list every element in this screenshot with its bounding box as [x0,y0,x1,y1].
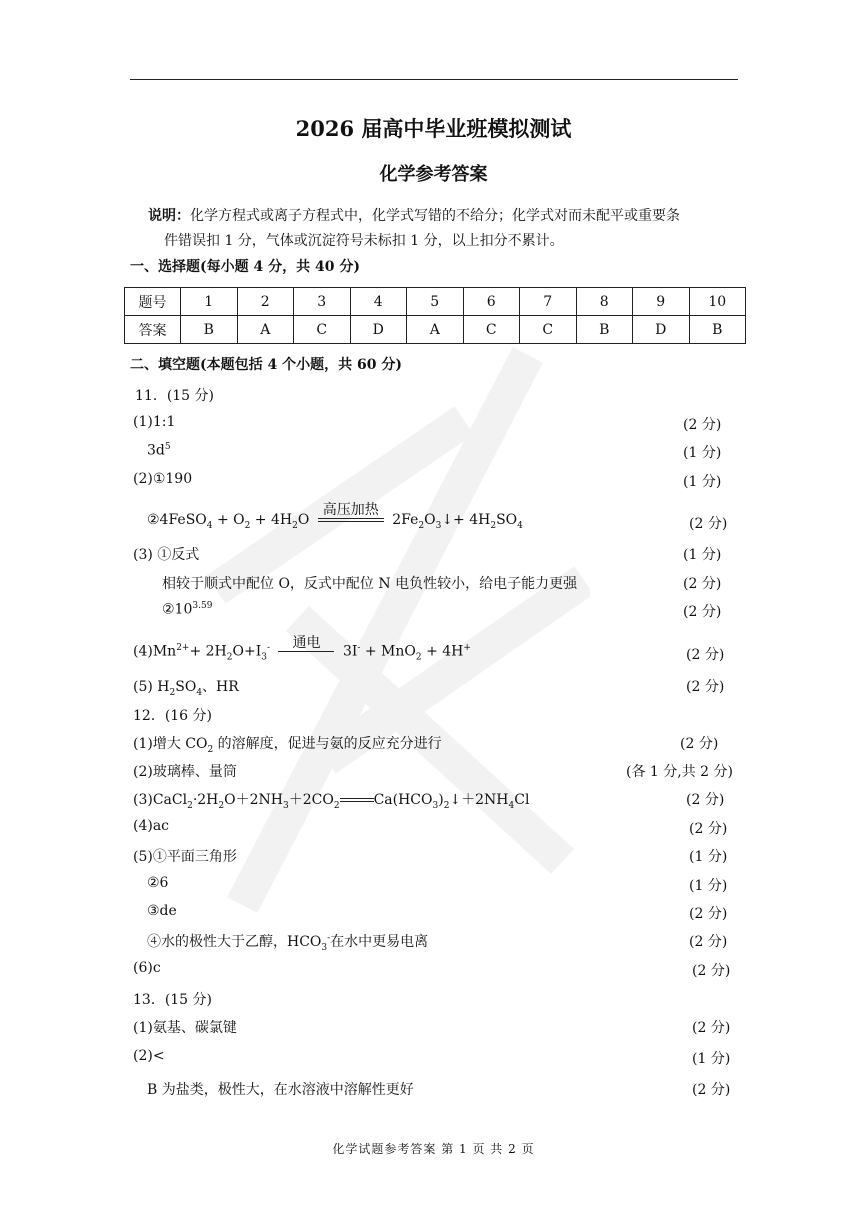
table-cell: 10 [689,288,746,316]
q11-line3-score: (1 分) [683,474,722,490]
q11-line2: $3d^5$ [147,442,171,459]
page-footer: 化学试题参考答案 第 1 页 共 2 页 [332,1142,535,1156]
q11-line5-score: (1 分) [683,547,722,563]
q11-title: 11．(15 分) [135,388,215,404]
table-cell: A [407,316,464,344]
note-label: 说明： [148,208,190,224]
q13-line1-score: (2 分) [692,1020,731,1036]
table-cell: 6 [463,288,520,316]
reaction-arrow: 通电 [278,651,334,652]
grading-note [148,204,748,254]
table-row [125,316,746,344]
q13-line3: B 为盐类，极性大，在水溶液中溶解性更好 [147,1082,414,1098]
q12-line2-score: (各 1 分,共 2 分) [626,764,733,780]
table-cell: C [520,316,577,344]
q11-line2-score: (1 分) [683,445,722,461]
q13-line1: (1)氨基、碳氯键 [133,1020,237,1036]
q11-line8-equation: $(4)Mn^{2+}+ 2H_2O+I_3^-$ 通电 3I- + MnO$_2$ + 4H+ [133,635,471,663]
q12-line9: (6)c [133,960,161,976]
table-cell: C [294,316,351,344]
table-cell: C [463,316,520,344]
q12-line1: (1)增大 $CO_2$ 的溶解度，促进与氨的反应充分进行 [133,736,442,755]
table-cell: 2 [237,288,294,316]
table-cell: 7 [520,288,577,316]
q13-line3-score: (2 分) [692,1082,731,1098]
note-line1: 化学方程式或离子方程式中，化学式写错的不给分；化学式对而未配平或重要条 [190,208,680,224]
table-cell: 9 [633,288,690,316]
q12-line1-score: (2 分) [680,736,719,752]
page-title: 2026 届高中毕业班模拟测试 [295,116,572,141]
watermark-logo [190,330,590,930]
q12-line9-score: (2 分) [692,963,731,979]
table-cell: D [350,316,407,344]
table-cell: B [689,316,746,344]
table-header-label: 答案 [125,316,181,344]
q11-line6-score: (2 分) [683,576,722,592]
table-cell: 5 [407,288,464,316]
note-line2: 件错误扣 1 分，气体或沉淀符号未标扣 1 分，以上扣分不累计。 [164,233,564,249]
section2-heading: 二、填空题(本题包括 4 个小题，共 60 分) [130,357,402,373]
q12-line7-score: (2 分) [689,906,728,922]
q12-line3-equation: $(3)CaCl_2\cdot 2H_2O+2NH_3+2CO_2$ $Ca(HCO_3)_2↓+2NH_4Cl$ [133,792,530,811]
q11-line8-score: (2 分) [686,647,725,663]
q13-line2-score: (1 分) [692,1051,731,1067]
q12-line3-score: (2 分) [686,792,725,808]
q12-line4-score: (2 分) [689,821,728,837]
equals-sign [340,798,374,802]
q13-line2: (2)< [133,1048,165,1064]
q12-line2: (2)玻璃棒、量筒 [133,764,237,780]
q11-line7-score: (2 分) [683,604,722,620]
q11-line5: (3) ①反式 [133,547,200,563]
q12-line6-score: (1 分) [689,878,728,894]
page-subtitle: 化学参考答案 [379,164,488,185]
table-cell: B [576,316,633,344]
q11-line1-score: (2 分) [683,417,722,433]
table-cell: 3 [294,288,351,316]
header-rule [130,79,738,80]
q12-line7: ③de [147,903,177,919]
answer-table [124,287,746,344]
q11-line3: (2)①190 [133,471,193,487]
q11-line7: $②10^{3.59}$ [162,601,213,618]
table-cell: A [237,316,294,344]
q12-line6: ②6 [147,875,169,891]
table-header-label: 题号 [125,288,181,316]
q11-line1: (1)1:1 [133,414,176,430]
q11-line9: (5) $H_2SO_4$、HR [133,679,239,698]
table-cell: B [181,316,238,344]
table-cell: D [633,316,690,344]
q13-title: 13．(15 分) [133,992,213,1008]
table-cell: 1 [181,288,238,316]
table-cell: 8 [576,288,633,316]
table-cell: 4 [350,288,407,316]
q12-line5: (5)①平面三角形 [133,849,237,865]
reaction-arrow: 高压加热 [318,518,384,522]
q12-title: 12．(16 分) [133,708,213,724]
q12-line4: (4)ac [133,818,170,834]
q12-line8: ④水的极性大于乙醇，$HCO_3^-$在水中更易电离 [147,933,429,953]
section1-heading: 一、选择题(每小题 4 分，共 40 分) [130,259,360,275]
q11-line4-equation: ②4FeSO$_4$ + $O_2 + 4H_2O$ 高压加热 $2Fe_2O_3↓+ 4H_2SO_4$ [147,502,523,531]
q12-line5-score: (1 分) [689,849,728,865]
q11-line9-score: (2 分) [686,679,725,695]
q11-line4-score: (2 分) [689,516,728,532]
q12-line8-score: (2 分) [689,934,728,950]
table-row [125,288,746,316]
q11-line6: 相较于顺式中配位 O，反式中配位 N 电负性较小，给电子能力更强 [162,576,578,592]
